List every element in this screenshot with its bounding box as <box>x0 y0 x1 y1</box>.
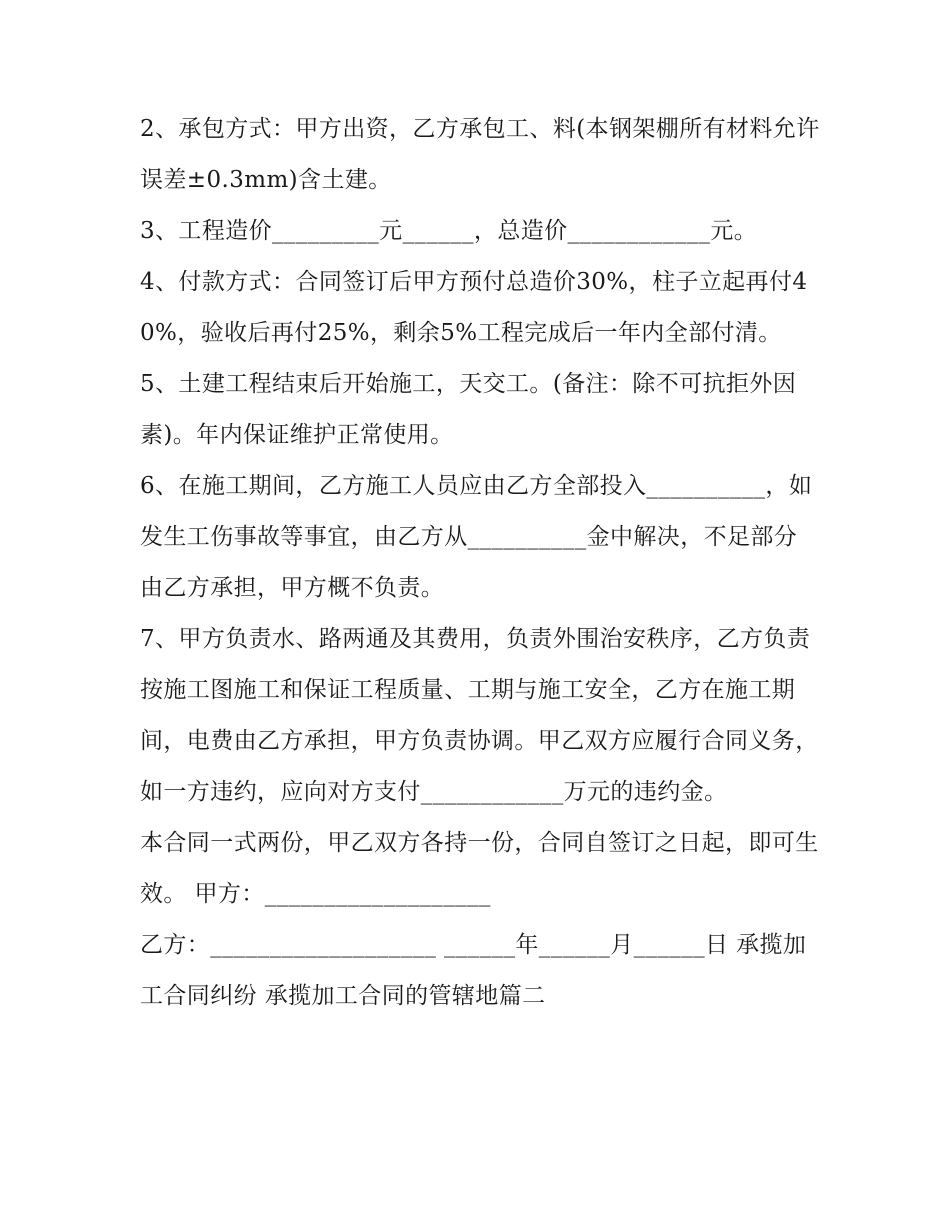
contract-copies-and-party-a: 本合同一式两份，甲乙双方各持一份，合同自签订之日起，即可生效。 甲方：___________________ <box>140 830 819 907</box>
clause-2-contract-method: 2、承包方式：甲方出资，乙方承包工、料(本钢架棚所有材料允许误差±0.3mm)含土建。 <box>140 116 820 193</box>
clause-6-construction-period: 6、在施工期间，乙方施工人员应由乙方全部投入__________，如发生工伤事故等事宜，由乙方从__________金中解决，不足部分由乙方承担，甲方概不负责。 <box>140 473 813 601</box>
clause-7-responsibilities: 7、甲方负责水、路两通及其费用，负责外围治安秩序，乙方负责按施工图施工和保证工程质量、工期与施工安全，乙方在施工期间，电费由乙方承担，甲方负责协调。甲乙双方应履行合同义务，如一方违约，应向对方支付____________万元的违约金。 <box>140 626 819 805</box>
document-body <box>140 104 820 1022</box>
clause-3-project-cost: 3、工程造价_________元______，总造价____________元。 <box>140 218 758 244</box>
clause-4-payment-method: 4、付款方式：合同签订后甲方预付总造价30%，柱子立起再付40%，验收后再付25%，剩余5%工程完成后一年内全部付清。 <box>140 269 808 346</box>
clause-5-construction-start: 5、土建工程结束后开始施工，天交工。(备注：除不可抗拒外因素)。年内保证维护正常使用。 <box>140 371 797 448</box>
party-b-signature-and-date: 乙方：___________________ ______年______月______日 承揽加工合同纠纷 承揽加工合同的管辖地篇二 <box>140 932 807 1009</box>
